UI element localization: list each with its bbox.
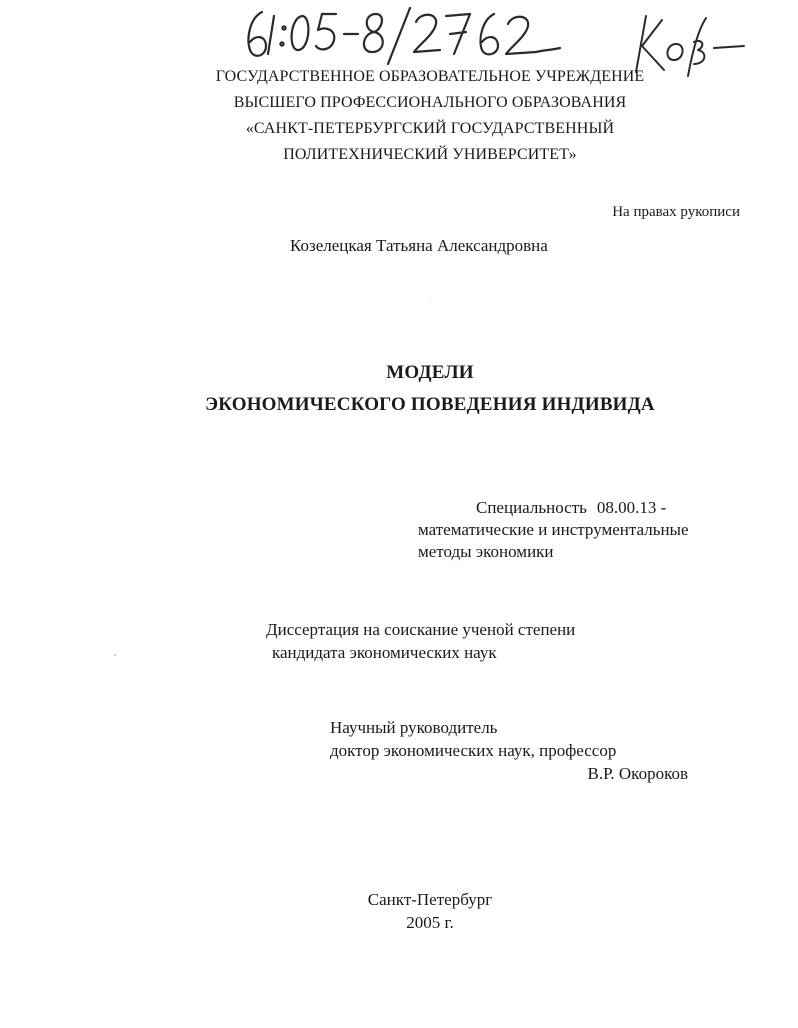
scan-speck xyxy=(430,302,431,303)
specialty-line-3: методы экономики xyxy=(418,542,554,561)
place-and-year xyxy=(330,888,530,934)
degree-statement xyxy=(266,618,575,664)
supervisor-degree: доктор экономических наук, профессор xyxy=(330,741,617,760)
rights-note: На правах рукописи xyxy=(612,204,740,220)
degree-line-1: Диссертация на соискание ученой степени xyxy=(266,620,576,639)
specialty-code: 08.00.13 - xyxy=(596,498,667,517)
header-line-2: ВЫСШЕГО ПРОФЕССИОНАЛЬНОГО ОБРАЗОВАНИЯ xyxy=(233,94,627,111)
supervisor-block xyxy=(330,716,690,785)
header-line-4: ПОЛИТЕХНИЧЕСКИЙ УНИВЕРСИТЕТ» xyxy=(283,146,577,163)
header-line-1: ГОСУДАРСТВЕННОЕ ОБРАЗОВАТЕЛЬНОЕ УЧРЕЖДЕНИЕ xyxy=(215,68,645,85)
scan-speck xyxy=(114,654,116,656)
degree-line-2: кандидата экономических наук xyxy=(272,643,497,662)
title-line-2: ЭКОНОМИЧЕСКОГО ПОВЕДЕНИЯ ИНДИВИДА xyxy=(205,394,655,415)
institution-header xyxy=(170,64,690,168)
author-name: Козелецкая Татьяна Александровна xyxy=(290,236,548,255)
title-line-1: МОДЕЛИ xyxy=(386,362,474,383)
supervisor-name: В.Р. Окороков xyxy=(587,764,688,783)
specialty-block xyxy=(418,497,689,563)
supervisor-heading: Научный руководитель xyxy=(330,718,498,737)
specialty-line-2: математические и инструментальные xyxy=(418,520,689,539)
specialty-label: Специальность xyxy=(476,498,587,517)
city: Санкт-Петербург xyxy=(367,890,493,909)
header-line-3: «САНКТ-ПЕТЕРБУРГСКИЙ ГОСУДАРСТВЕННЫЙ xyxy=(245,120,615,137)
handwritten-archive-code xyxy=(240,4,570,68)
year: 2005 г. xyxy=(406,913,454,932)
dissertation-title xyxy=(120,357,740,421)
